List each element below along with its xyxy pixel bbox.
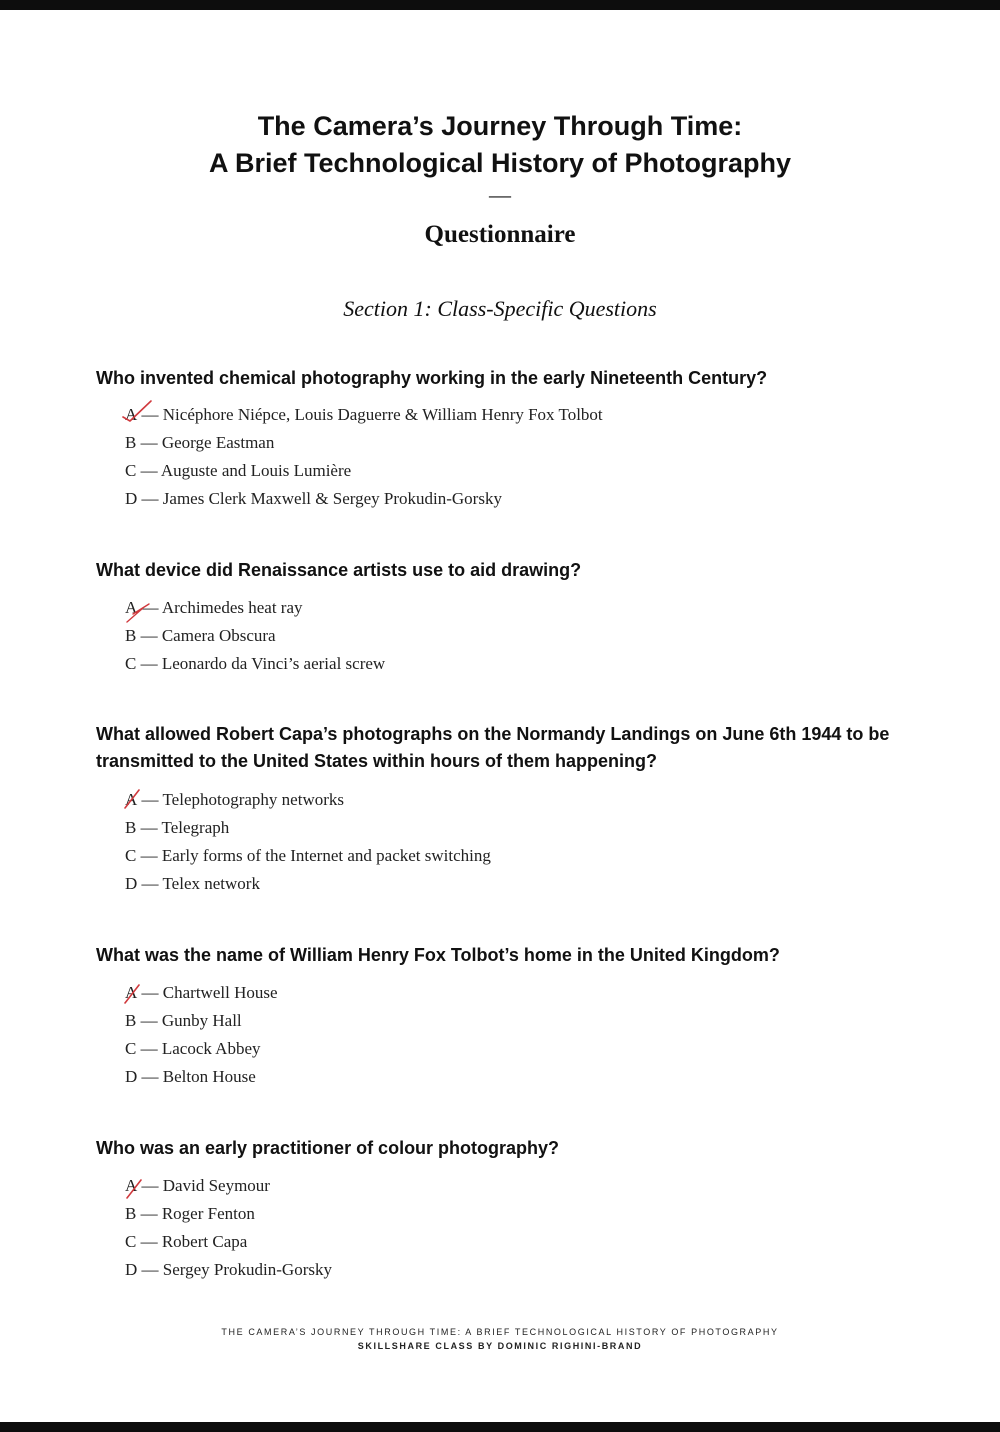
answer-option[interactable] — [125, 1172, 885, 1200]
answer-option[interactable] — [125, 786, 885, 814]
answer-text: David Seymour — [162, 1176, 270, 1195]
answer-letter: A — [125, 983, 138, 1002]
answer-letter: C — [125, 654, 137, 673]
answer-text: Leonardo da Vinci’s aerial screw — [161, 654, 386, 673]
answer-option[interactable] — [125, 1228, 885, 1256]
answer-letter: B — [125, 818, 137, 837]
answer-list-1 — [125, 401, 885, 513]
answer-letter: C — [125, 846, 137, 865]
answer-option[interactable] — [125, 1063, 885, 1091]
title-line-1: The Camera’s Journey Through Time: — [257, 111, 743, 141]
answer-separator: — — [136, 626, 162, 645]
answer-separator: — — [137, 790, 163, 809]
answer-letter: A — [125, 1176, 138, 1195]
answer-letter: C — [125, 1039, 137, 1058]
answer-letter: C — [125, 461, 137, 480]
check-mark-icon — [121, 782, 161, 818]
answer-separator: — — [137, 1176, 163, 1195]
check-mark-icon — [121, 975, 161, 1011]
check-mark-icon — [121, 397, 161, 433]
answer-letter: B — [125, 433, 137, 452]
question-1: Who invented chemical photography working in the early Nineteenth Century? — [96, 368, 768, 388]
answer-text: Nicéphore Niépce, Louis Daguerre & William Henry Fox Tolbot — [162, 405, 603, 424]
answer-list-4 — [125, 979, 885, 1091]
question-2: What device did Renaissance artists use to aid drawing? — [96, 560, 582, 580]
answer-option[interactable] — [125, 457, 885, 485]
answer-text: George Eastman — [161, 433, 275, 452]
answer-letter: D — [125, 1067, 138, 1086]
answer-separator: — — [137, 489, 163, 508]
bottom-frame-bar — [0, 1422, 1000, 1432]
answer-letter: C — [125, 1232, 137, 1251]
answer-text: James Clerk Maxwell & Sergey Prokudin-Gorsky — [162, 489, 502, 508]
answer-text: Telegraph — [161, 818, 230, 837]
answer-separator: — — [137, 1067, 163, 1086]
answer-option[interactable] — [125, 429, 885, 457]
top-frame-bar — [0, 0, 1000, 10]
answer-option[interactable] — [125, 594, 885, 622]
answer-separator: — — [136, 433, 162, 452]
answer-text: Belton House — [162, 1067, 256, 1086]
title-line-2: A Brief Technological History of Photography — [208, 148, 792, 178]
answer-option[interactable] — [125, 401, 885, 429]
answer-separator: — — [136, 461, 161, 480]
answer-list-2 — [125, 594, 885, 678]
answer-separator: — — [136, 1232, 162, 1251]
answer-option[interactable] — [125, 650, 885, 678]
answer-separator: — — [136, 818, 162, 837]
subtitle: Questionnaire — [424, 221, 576, 248]
answer-text: Telephotography networks — [162, 790, 344, 809]
answer-text: Telex network — [162, 874, 260, 893]
check-mark-icon — [121, 592, 161, 628]
answer-option[interactable] — [125, 1035, 885, 1063]
answer-list-5 — [125, 1172, 885, 1284]
answer-letter: A — [125, 790, 138, 809]
answer-text: Sergey Prokudin-Gorsky — [162, 1260, 332, 1279]
answer-text: Camera Obscura — [161, 626, 276, 645]
answer-separator: — — [137, 405, 163, 424]
answer-option[interactable] — [125, 1007, 885, 1035]
answer-text: Archimedes heat ray — [161, 598, 303, 617]
answer-letter: B — [125, 626, 137, 645]
answer-text: Roger Fenton — [161, 1204, 255, 1223]
answer-option[interactable] — [125, 814, 885, 842]
answer-option[interactable] — [125, 870, 885, 898]
answer-text: Robert Capa — [161, 1232, 248, 1251]
answer-letter: A — [125, 598, 138, 617]
answer-separator: — — [137, 598, 162, 617]
section-title: Section 1: Class-Specific Questions — [343, 296, 657, 321]
answer-separator: — — [137, 874, 163, 893]
answer-separator: — — [136, 1039, 162, 1058]
answer-letter: B — [125, 1204, 137, 1223]
answer-letter: D — [125, 1260, 138, 1279]
answer-letter: B — [125, 1011, 137, 1030]
question-4: What was the name of William Henry Fox Tolbot’s home in the United Kingdom? — [96, 945, 780, 965]
answer-option[interactable] — [125, 1200, 885, 1228]
answer-letter: D — [125, 489, 138, 508]
check-mark-icon — [121, 1168, 161, 1204]
answer-option[interactable] — [125, 842, 885, 870]
question-3: What allowed Robert Capa’s photographs on the Normandy Landings on June 6th 1944 to be transmitted to the United States within hours of them happening? — [96, 724, 890, 771]
answer-separator: — — [136, 654, 162, 673]
answer-text: Early forms of the Internet and packet switching — [161, 846, 491, 865]
footer-title: THE CAMERA’S JOURNEY THROUGH TIME: A BRIEF TECHNOLOGICAL HISTORY OF PHOTOGRAPHY — [221, 1327, 779, 1337]
answer-separator: — — [136, 846, 162, 865]
footer-credit: SKILLSHARE CLASS BY DOMINIC RIGHINI-BRAND — [357, 1341, 643, 1351]
title-divider: — — [489, 182, 511, 207]
answer-text: Auguste and Louis Lumière — [160, 461, 352, 480]
answer-option[interactable] — [125, 1256, 885, 1284]
answer-separator: — — [136, 1204, 162, 1223]
answer-option[interactable] — [125, 979, 885, 1007]
document-title — [0, 108, 1000, 182]
answer-option[interactable] — [125, 622, 885, 650]
answer-letter: D — [125, 874, 138, 893]
answer-separator: — — [137, 983, 163, 1002]
answer-text: Lacock Abbey — [161, 1039, 261, 1058]
answer-separator: — — [136, 1011, 162, 1030]
answer-option[interactable] — [125, 485, 885, 513]
answer-text: Chartwell House — [162, 983, 278, 1002]
answer-letter: A — [125, 405, 138, 424]
question-5: Who was an early practitioner of colour photography? — [96, 1138, 560, 1158]
answer-separator: — — [137, 1260, 163, 1279]
answer-text: Gunby Hall — [161, 1011, 242, 1030]
answer-list-3 — [125, 786, 885, 898]
